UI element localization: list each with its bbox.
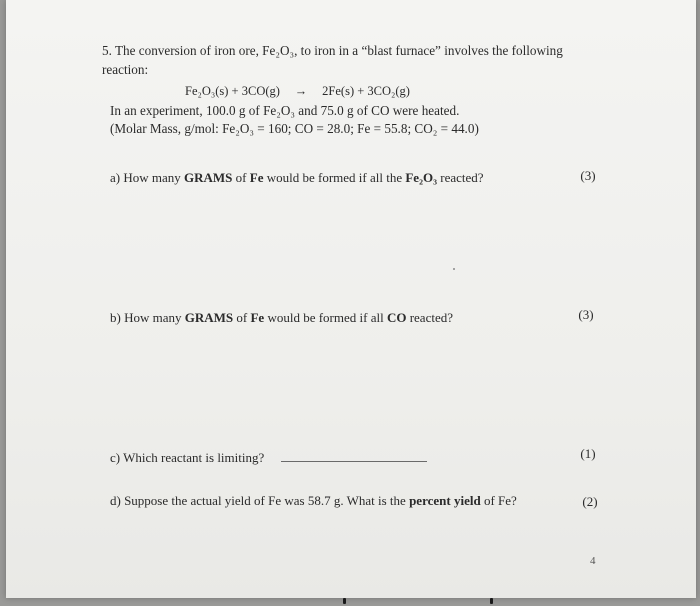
paper-speck [453, 268, 455, 270]
question-d-prefix: d) Suppose the actual yield of Fe was 58.7 g. What is the [110, 493, 410, 508]
reaction-arrow-icon: → [294, 84, 308, 98]
question-b-element: Fe [250, 310, 265, 325]
question-b-compound: CO [386, 310, 407, 325]
question-b-emphasis: GRAMS [184, 310, 234, 325]
equation-reactants: Fe₂O₃(s) + 3CO(g) [185, 84, 280, 98]
question-b [110, 310, 453, 326]
worksheet-page [6, 0, 696, 598]
question-a-compound: Fe₂O₃ [405, 170, 437, 185]
question-d-points: (2) [582, 494, 598, 509]
question-b-prefix: b) How many [110, 310, 185, 325]
question-d-suffix: of Fe? [480, 493, 517, 508]
question-a [110, 170, 484, 186]
binder-mark [343, 598, 346, 604]
problem-intro-line2: reaction: [102, 62, 149, 77]
molar-mass-table: (Molar Mass, g/mol: Fe₂O₃ = 160; CO = 28.0; Fe = 55.8; CO₂ = 44.0) [110, 121, 479, 136]
equation-products: 2Fe(s) + 3CO₂(g) [322, 84, 410, 98]
question-d [110, 493, 517, 509]
question-a-points: (3) [580, 168, 596, 183]
question-a-element: Fe [249, 170, 264, 185]
question-a-suffix: reacted? [436, 170, 484, 185]
question-d-emphasis: percent yield [409, 493, 481, 508]
question-c-points: (1) [580, 446, 596, 461]
question-a-mid: of [232, 170, 250, 185]
chemical-equation [185, 83, 410, 99]
question-b-points: (3) [578, 307, 594, 322]
question-a-mid2: would be formed if all the [263, 170, 406, 185]
question-b-mid2: would be formed if all [264, 310, 387, 325]
problem-intro-line1: 5. The conversion of iron ore, Fe₂O₃, to iron in a “blast furnace” involves the following [102, 43, 563, 58]
page-number: 4 [590, 555, 596, 567]
question-b-mid: of [233, 310, 251, 325]
experiment-statement: In an experiment, 100.0 g of Fe₂O₃ and 75.0 g of CO were heated. [110, 103, 460, 118]
binder-mark [490, 598, 493, 604]
answer-blank-line[interactable] [281, 461, 427, 462]
question-a-prefix: a) How many [110, 170, 185, 185]
question-a-emphasis: GRAMS [184, 170, 233, 185]
question-c: c) Which reactant is limiting? [110, 450, 265, 465]
question-b-suffix: reacted? [406, 310, 453, 325]
